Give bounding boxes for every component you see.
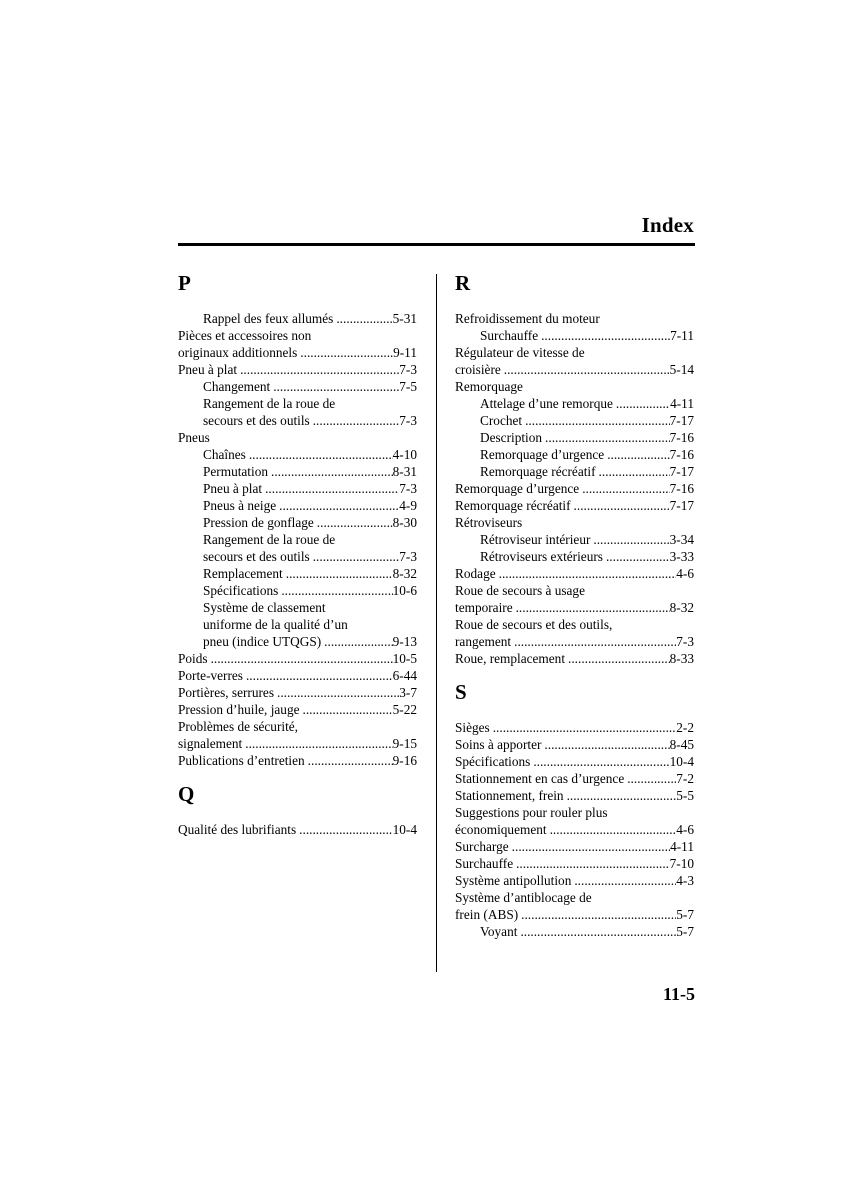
entry-text: Rappel des feux allumés	[203, 311, 334, 326]
index-entry	[178, 667, 417, 684]
entry-text: Remorquage d’urgence	[480, 447, 605, 462]
entry-page-ref: 4-10	[392, 447, 417, 462]
dot-leader	[324, 633, 392, 650]
dot-leader	[541, 327, 670, 344]
left-column	[178, 266, 417, 838]
dot-leader	[599, 463, 670, 480]
entry-page-ref: 10-6	[392, 583, 417, 598]
entry-page-ref: 4-11	[670, 396, 694, 411]
index-subentry	[178, 310, 417, 327]
dot-leader	[521, 906, 676, 923]
section-letter: R	[455, 271, 471, 295]
entry-page-ref: 8-30	[392, 515, 417, 530]
entry-text: Stationnement en cas d’urgence	[455, 771, 625, 786]
entry-page-ref: 5-14	[669, 362, 694, 377]
dot-leader	[300, 344, 393, 361]
entry-text: Qualité des lubrifiants	[178, 822, 297, 837]
dot-leader	[299, 821, 392, 838]
index-entry	[455, 889, 694, 906]
dot-leader	[574, 497, 670, 514]
index-entry	[178, 821, 417, 838]
entry-text: Surchauffe	[455, 856, 514, 871]
entry-text: croisière	[455, 362, 501, 377]
entry-page-ref: 7-17	[669, 498, 694, 513]
right-column	[455, 266, 694, 940]
index-subentry	[178, 378, 417, 395]
dot-leader	[211, 650, 393, 667]
dot-leader	[271, 463, 393, 480]
entry-text: Portières, serrures	[178, 685, 274, 700]
entry-text: Système antipollution	[455, 873, 572, 888]
section-letter: S	[455, 680, 467, 704]
index-subentry	[178, 480, 417, 497]
index-entry	[455, 497, 694, 514]
dot-leader	[240, 361, 399, 378]
entry-page-ref: 10-5	[392, 651, 417, 666]
index-subentry	[178, 463, 417, 480]
entry-text: Rangement de la roue de	[203, 396, 336, 411]
dot-leader	[525, 412, 670, 429]
column-divider	[436, 274, 437, 972]
dot-leader	[313, 412, 400, 429]
index-entry	[455, 361, 694, 378]
entry-text: Description	[480, 430, 543, 445]
index-entry	[455, 344, 694, 361]
entry-page-ref: 7-2	[676, 771, 694, 786]
index-entry	[455, 736, 694, 753]
entry-text: originaux additionnels	[178, 345, 298, 360]
entry-page-ref: 8-31	[392, 464, 417, 479]
entry-page-ref: 9-15	[392, 736, 417, 751]
dot-leader	[317, 514, 393, 531]
index-subentry	[178, 548, 417, 565]
index-subentry	[455, 463, 694, 480]
index-entry	[178, 429, 417, 446]
index-entry	[178, 735, 417, 752]
section-letter: Q	[178, 782, 195, 806]
dot-leader	[514, 633, 676, 650]
index-entry	[178, 718, 417, 735]
entry-page-ref: 8-32	[669, 600, 694, 615]
entry-text: Rangement de la roue de	[203, 532, 336, 547]
entry-page-ref: 9-11	[393, 345, 417, 360]
dot-leader	[281, 582, 392, 599]
entry-text: Surchauffe	[480, 328, 539, 343]
entry-page-ref: 4-9	[399, 498, 417, 513]
dot-leader	[516, 599, 670, 616]
entry-page-ref: 7-17	[669, 464, 694, 479]
dot-leader	[574, 872, 676, 889]
index-subentry	[178, 633, 417, 650]
index-subentry	[455, 548, 694, 565]
dot-leader	[245, 735, 392, 752]
entry-page-ref: 10-4	[392, 822, 417, 837]
index-subentry	[178, 497, 417, 514]
index-subentry	[455, 923, 694, 940]
entry-page-ref: 8-45	[669, 737, 694, 752]
index-subentry	[178, 565, 417, 582]
dot-leader	[516, 855, 670, 872]
entry-text: Remorquage récréatif	[480, 464, 596, 479]
entry-page-ref: 2-2	[676, 720, 694, 735]
entry-page-ref: 3-34	[669, 532, 694, 547]
index-subentry	[455, 327, 694, 344]
entry-text: Rétroviseurs	[455, 515, 523, 530]
entry-text: Pression de gonflage	[203, 515, 314, 530]
index-subentry	[455, 531, 694, 548]
index-entry	[455, 514, 694, 531]
index-subentry	[178, 446, 417, 463]
entry-text: Rodage	[455, 566, 496, 581]
entry-page-ref: 10-4	[669, 754, 694, 769]
entry-text: Suggestions pour rouler plus	[455, 805, 608, 820]
index-subentry	[178, 582, 417, 599]
entry-text: économiquement	[455, 822, 547, 837]
entry-text: Pièces et accessoires non	[178, 328, 312, 343]
entry-page-ref: 4-6	[676, 822, 694, 837]
entry-text: Rétroviseurs extérieurs	[480, 549, 603, 564]
entry-page-ref: 7-3	[676, 634, 694, 649]
index-entry	[455, 821, 694, 838]
entry-page-ref: 7-3	[399, 549, 417, 564]
dot-leader	[567, 787, 677, 804]
dot-leader	[308, 752, 393, 769]
entry-page-ref: 7-10	[669, 856, 694, 871]
entry-text: Roue, remplacement	[455, 651, 566, 666]
index-subentry	[455, 446, 694, 463]
entry-page-ref: 6-44	[392, 668, 417, 683]
index-entry	[455, 310, 694, 327]
entry-text: Pneus à neige	[203, 498, 277, 513]
index-entry	[455, 838, 694, 855]
entry-text: Pneus	[178, 430, 210, 445]
dot-leader	[336, 310, 392, 327]
entry-text: Roue de secours à usage	[455, 583, 585, 598]
index-entry	[455, 378, 694, 395]
entry-page-ref: 3-7	[399, 685, 417, 700]
entry-page-ref: 7-17	[669, 413, 694, 428]
entry-text: Problèmes de sécurité,	[178, 719, 299, 734]
entry-page-ref: 7-3	[399, 413, 417, 428]
entry-page-ref: 7-3	[399, 481, 417, 496]
entry-page-ref: 4-3	[676, 873, 694, 888]
entry-text: Changement	[203, 379, 271, 394]
index-entry	[455, 804, 694, 821]
entry-text: Spécifications	[203, 583, 279, 598]
dot-leader	[279, 497, 399, 514]
entry-text: Régulateur de vitesse de	[455, 345, 585, 360]
index-entry	[455, 855, 694, 872]
index-entry	[455, 480, 694, 497]
entry-text: Porte-verres	[178, 668, 243, 683]
entry-text: Chaînes	[203, 447, 246, 462]
entry-text: Remorquage d’urgence	[455, 481, 580, 496]
index-entry	[455, 582, 694, 599]
index-entry	[455, 787, 694, 804]
entry-text: temporaire	[455, 600, 513, 615]
entry-page-ref: 4-6	[676, 566, 694, 581]
entry-page-ref: 5-7	[676, 907, 694, 922]
dot-leader	[277, 684, 399, 701]
dot-leader	[249, 446, 393, 463]
index-subentry	[178, 395, 417, 412]
dot-leader	[568, 650, 670, 667]
dot-leader	[545, 429, 670, 446]
dot-leader	[246, 667, 393, 684]
index-entry	[455, 650, 694, 667]
entry-page-ref: 7-5	[399, 379, 417, 394]
index-entry	[178, 701, 417, 718]
index-subentry	[178, 412, 417, 429]
index-subentry	[455, 395, 694, 412]
dot-leader	[616, 395, 670, 412]
entry-text: secours et des outils	[203, 549, 310, 564]
entry-page-ref: 7-11	[670, 328, 694, 343]
index-entry	[178, 344, 417, 361]
dot-leader	[499, 565, 677, 582]
index-entry	[455, 599, 694, 616]
entry-text: signalement	[178, 736, 243, 751]
entry-page-ref: 9-16	[392, 753, 417, 768]
entry-text: Poids	[178, 651, 208, 666]
entry-page-ref: 8-32	[392, 566, 417, 581]
entry-page-ref: 7-16	[669, 447, 694, 462]
dot-leader	[313, 548, 400, 565]
entry-page-ref: 9-13	[392, 634, 417, 649]
index-entry	[455, 633, 694, 650]
index-section-s	[455, 675, 694, 940]
entry-text: Attelage d’une remorque	[480, 396, 613, 411]
dot-leader	[544, 736, 669, 753]
index-entry	[455, 872, 694, 889]
index-subentry	[455, 412, 694, 429]
header-rule	[178, 243, 695, 246]
entry-page-ref: 7-16	[669, 481, 694, 496]
entry-text: uniforme de la qualité d’un	[203, 617, 348, 632]
entry-text: Crochet	[480, 413, 523, 428]
entry-page-ref: 5-22	[392, 702, 417, 717]
entry-text: Surcharge	[455, 839, 509, 854]
index-subentry	[178, 514, 417, 531]
entry-text: Remorquage	[455, 379, 523, 394]
index-section-p	[178, 266, 417, 769]
dot-leader	[607, 446, 669, 463]
index-entry	[178, 650, 417, 667]
dot-leader	[303, 701, 393, 718]
entry-text: Rétroviseur intérieur	[480, 532, 591, 547]
index-entry	[455, 616, 694, 633]
entry-text: Permutation	[203, 464, 268, 479]
page-title: Index	[641, 213, 694, 237]
page-number: 11-5	[662, 984, 695, 1004]
entry-text: Pneu à plat	[178, 362, 238, 377]
index-subentry	[178, 531, 417, 548]
entry-text: Spécifications	[455, 754, 531, 769]
entry-page-ref: 5-31	[392, 311, 417, 326]
entry-text: Publications d’entretien	[178, 753, 305, 768]
entry-text: Soins à apporter	[455, 737, 542, 752]
index-entry	[455, 565, 694, 582]
entry-text: frein (ABS)	[455, 907, 519, 922]
dot-leader	[286, 565, 393, 582]
entry-text: Pneu à plat	[203, 481, 263, 496]
entry-text: rangement	[455, 634, 512, 649]
entry-page-ref: 8-33	[669, 651, 694, 666]
section-letter: P	[178, 271, 191, 295]
entry-text: Roue de secours et des outils,	[455, 617, 613, 632]
dot-leader	[606, 548, 670, 565]
index-entry	[455, 719, 694, 736]
index-section-r	[455, 266, 694, 667]
entry-page-ref: 4-11	[670, 839, 694, 854]
index-subentry	[178, 616, 417, 633]
entry-text: Système d’antiblocage de	[455, 890, 592, 905]
index-section-q	[178, 777, 417, 838]
entry-text: Refroidissement du moteur	[455, 311, 600, 326]
entry-text: Voyant	[480, 924, 518, 939]
dot-leader	[582, 480, 669, 497]
index-entry	[455, 770, 694, 787]
dot-leader	[504, 361, 670, 378]
dot-leader	[627, 770, 676, 787]
index-entry	[455, 753, 694, 770]
index-subentry	[455, 429, 694, 446]
entry-page-ref: 7-3	[399, 362, 417, 377]
index-entry	[178, 752, 417, 769]
dot-leader	[512, 838, 670, 855]
index-entry	[178, 361, 417, 378]
dot-leader	[273, 378, 399, 395]
entry-text: Remorquage récréatif	[455, 498, 571, 513]
entry-text: Système de classement	[203, 600, 326, 615]
dot-leader	[533, 753, 669, 770]
index-entry	[455, 906, 694, 923]
index-entry	[178, 327, 417, 344]
entry-text: Sièges	[455, 720, 490, 735]
entry-text: secours et des outils	[203, 413, 310, 428]
entry-page-ref: 5-7	[676, 924, 694, 939]
entry-text: pneu (indice UTQGS)	[203, 634, 322, 649]
entry-text: Stationnement, frein	[455, 788, 564, 803]
entry-page-ref: 5-5	[676, 788, 694, 803]
dot-leader	[493, 719, 677, 736]
dot-leader	[520, 923, 676, 940]
dot-leader	[550, 821, 677, 838]
index-subentry	[178, 599, 417, 616]
index-entry	[178, 684, 417, 701]
entry-page-ref: 3-33	[669, 549, 694, 564]
entry-page-ref: 7-16	[669, 430, 694, 445]
dot-leader	[265, 480, 399, 497]
entry-text: Remplacement	[203, 566, 283, 581]
dot-leader	[593, 531, 669, 548]
entry-text: Pression d’huile, jauge	[178, 702, 300, 717]
